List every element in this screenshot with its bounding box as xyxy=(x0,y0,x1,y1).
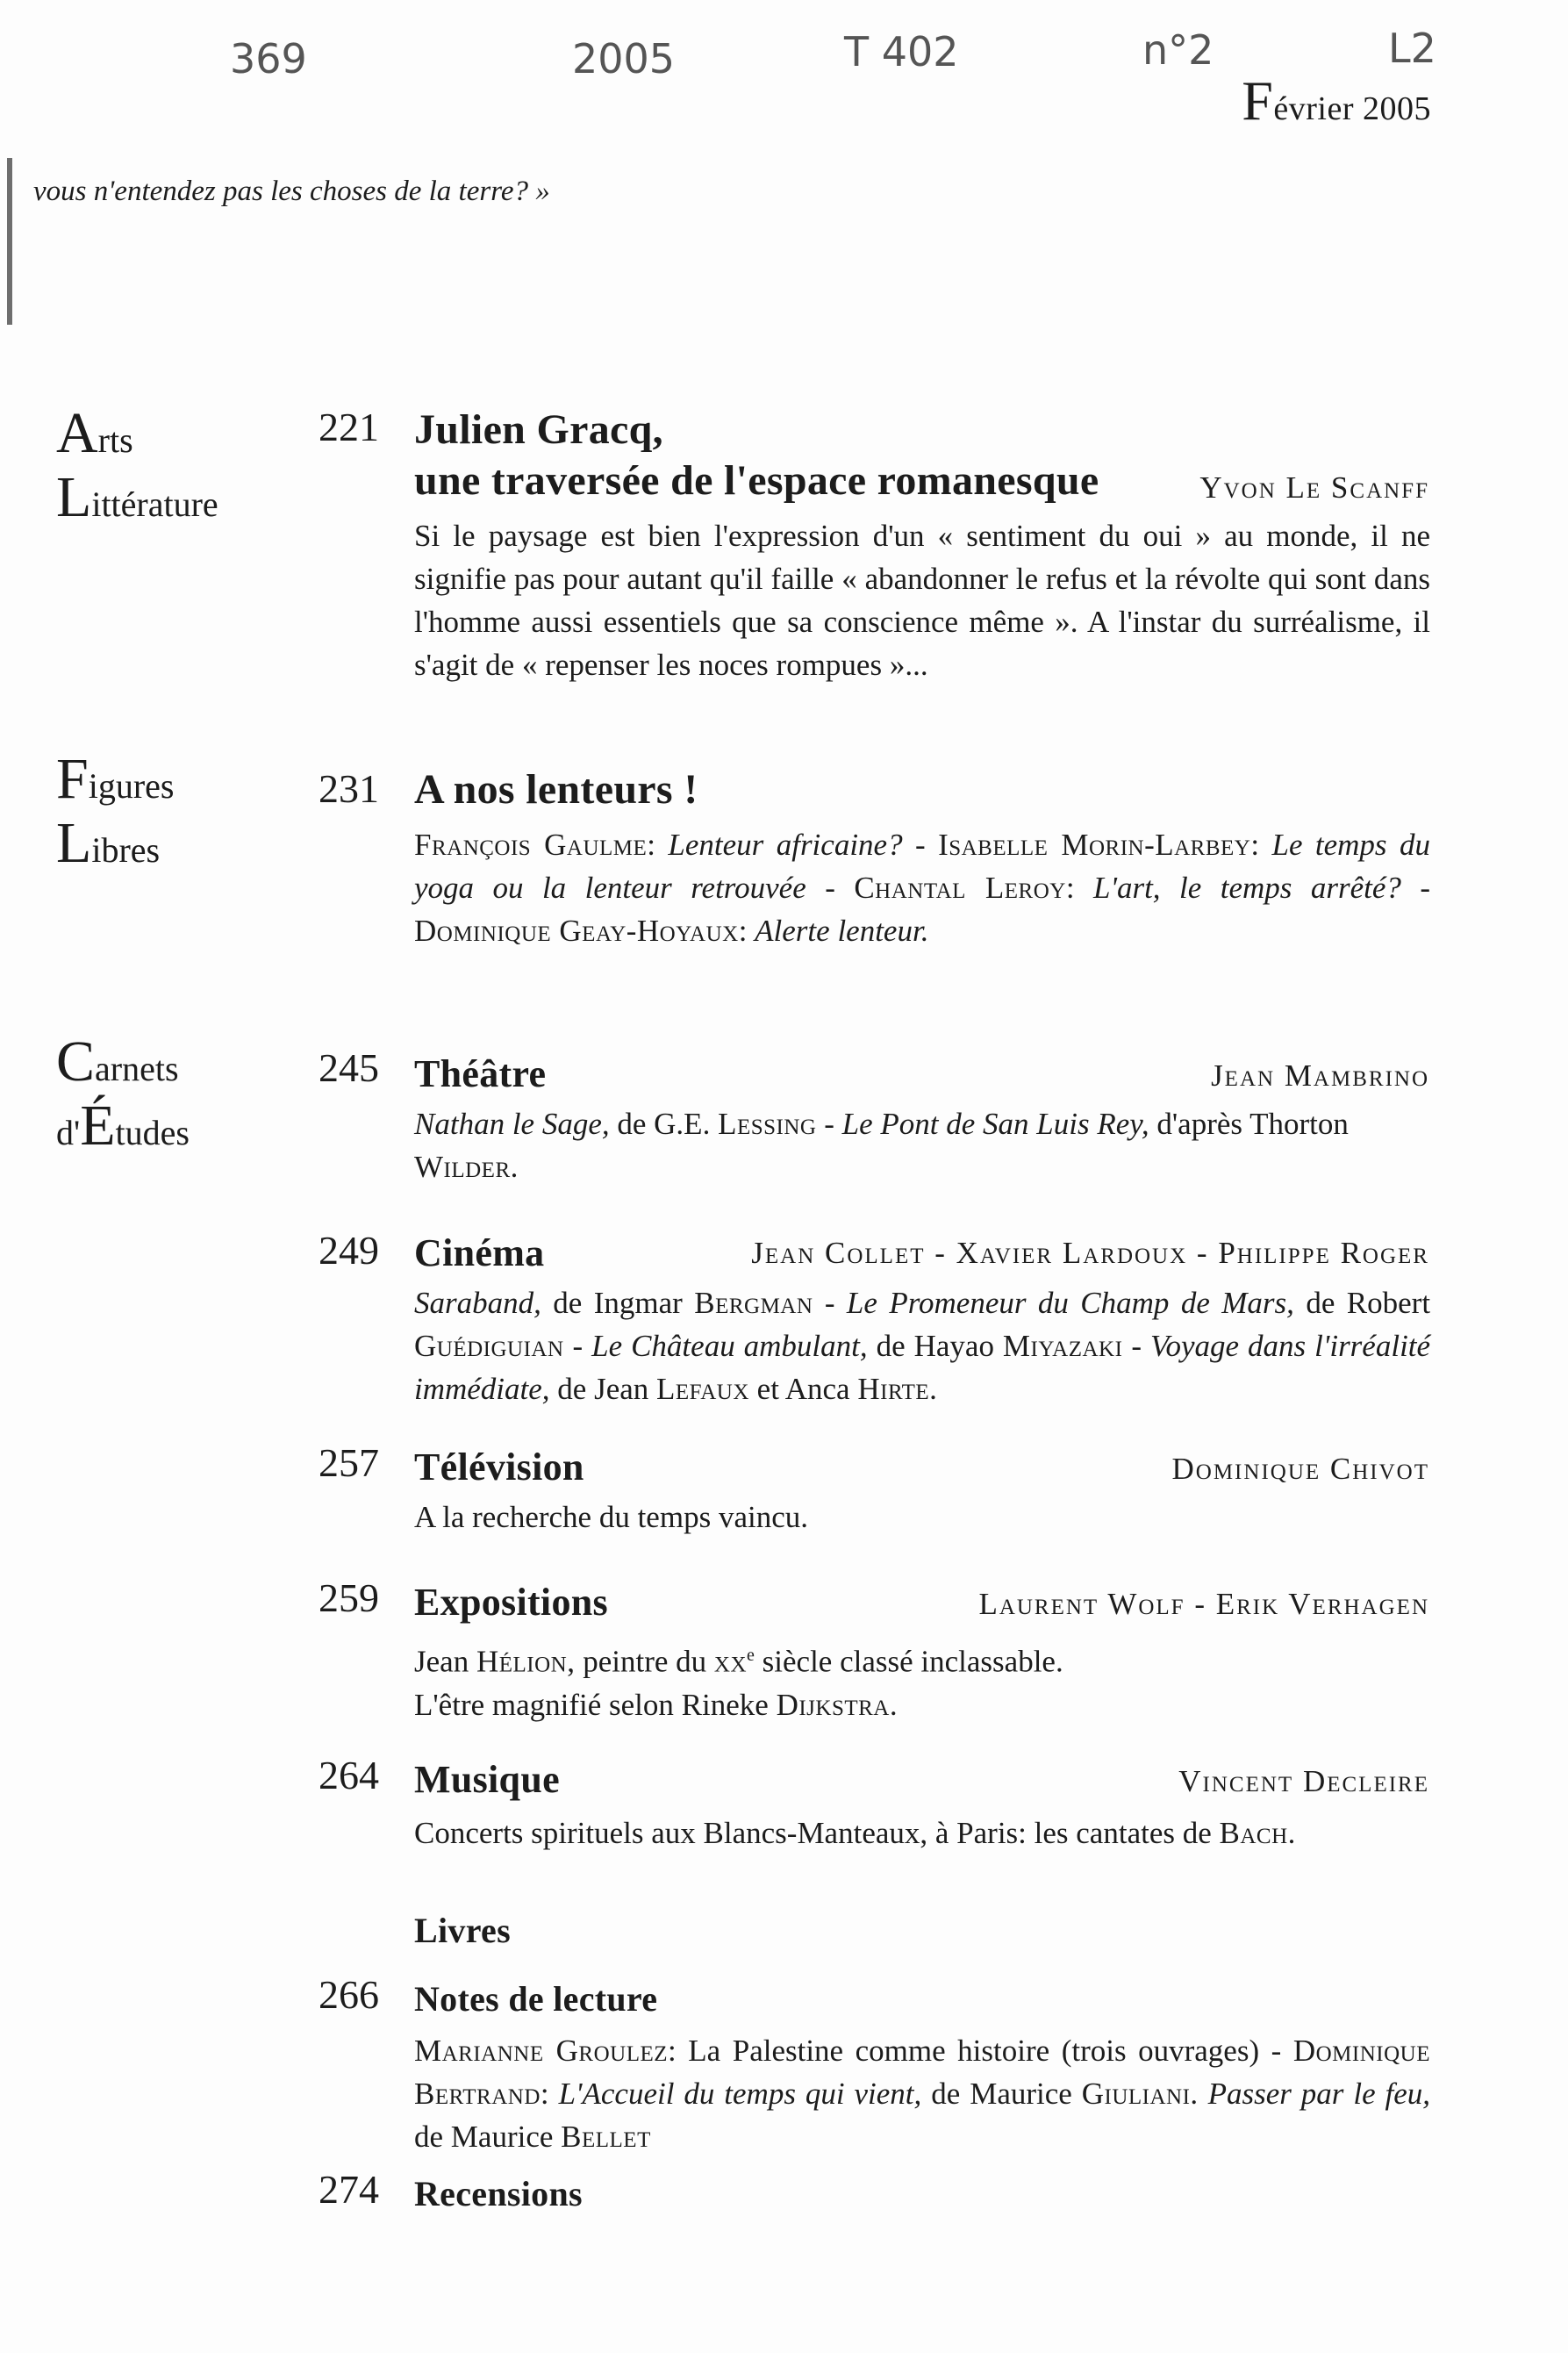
section-carnets-etudes: Carnets d'Études xyxy=(56,1029,190,1158)
rubric-title-cinema: Cinéma xyxy=(414,1231,545,1274)
page-number-266: 266 xyxy=(319,1972,379,2017)
handwritten-shelf: L2 xyxy=(1388,25,1436,72)
article-title-lenteurs: A nos lenteurs ! xyxy=(414,766,698,813)
page-number-249: 249 xyxy=(319,1228,379,1273)
rubric-title-musique: Musique xyxy=(414,1758,560,1801)
rubric-title-expositions: Expositions xyxy=(414,1581,608,1624)
page-number-221: 221 xyxy=(319,405,379,449)
summary-musique: Concerts spirituels aux Blancs-Manteaux, à Paris: les cantates de Bach. xyxy=(414,1816,1296,1850)
author-expositions: Laurent Wolf - Erik Verhagen xyxy=(978,1587,1429,1621)
handwritten-number: 369 xyxy=(230,35,307,82)
summary-expositions: Jean Hélion, peintre du $xx^e$ siècle classé inclassable. L'être magnifié selon Rineke Dijkstra. xyxy=(414,1644,1063,1722)
rubric-title-livres: Livres xyxy=(414,1911,511,1950)
page-number-231: 231 xyxy=(319,766,379,811)
rubric-title-television: Télévision xyxy=(414,1446,584,1489)
page-number-245: 245 xyxy=(319,1045,379,1090)
author-television: Dominique Chivot xyxy=(1171,1452,1429,1486)
page-number-264: 264 xyxy=(319,1753,379,1797)
author-theatre: Jean Mambrino xyxy=(1211,1058,1429,1093)
section-arts-litterature: Arts Littérature xyxy=(56,401,218,529)
binding-shadow xyxy=(7,158,12,325)
author-musique: Vincent Decleire xyxy=(1178,1764,1429,1798)
handwritten-volume: T 402 xyxy=(844,28,959,75)
author-gracq: Yvon Le Scanff xyxy=(1199,470,1429,505)
issue-date: Février 2005 xyxy=(1242,69,1431,132)
summary-gracq: Si le paysage est bien l'expression d'un « sentiment du oui » au monde, il ne signifie pas pour autant qu'il faille « abandonner le refus et la révolte qui sont dans l'homme aussi essentiels que sa conscience même ». A l'instar du surréalisme, il s'agit de « repenser les noces rompues »... xyxy=(414,519,1430,682)
handwritten-issue: n°2 xyxy=(1142,26,1214,74)
page-number-257: 257 xyxy=(319,1440,379,1485)
author-cinema: Jean Collet - Xavier Lardoux - Philippe Roger xyxy=(751,1236,1429,1270)
article-title-gracq: Julien Gracq, xyxy=(414,406,663,453)
handwritten-year: 2005 xyxy=(572,35,676,82)
rubric-title-recensions: Recensions xyxy=(414,2174,583,2213)
page-number-259: 259 xyxy=(319,1575,379,1620)
rubric-title-theatre: Théâtre xyxy=(414,1052,547,1095)
page-number-274: 274 xyxy=(319,2167,379,2212)
summary-notes: Marianne Groulez: La Palestine comme histoire (trois ouvrages) - Dominique Bertrand: L'Accueil du temps qui vient, de Maurice Giuliani. Passer par le feu, de Maurice Bellet xyxy=(414,2034,1431,2154)
summary-cinema: Saraband, de Ingmar Bergman - Le Promeneur du Champ de Mars, de Robert Guédiguian - Le Château ambulant, de Hayao Miyazaki - Voyage dans l'irréalité immédiate, de Jean Lefaux et Anca Hirte. xyxy=(414,1286,1431,1406)
article-subtitle-gracq: une traversée de l'espace romanesque xyxy=(414,457,1099,504)
epigraph: vous n'entendez pas les choses de la terre? » xyxy=(33,176,550,207)
contributors-lenteurs: François Gaulme: Lenteur africaine? - Isabelle Morin-Larbey: Le temps du yoga ou la lenteur retrouvée - Chantal Leroy: L'art, le temps arrêté? - Dominique Geay-Hoyaux: Alerte lenteur. xyxy=(414,828,1431,948)
summary-theatre: Nathan le Sage, de G.E. Lessing - Le Pont de San Luis Rey, d'après Thorton Wilder. xyxy=(414,1107,1349,1184)
summary-television: A la recherche du temps vaincu. xyxy=(414,1500,808,1534)
section-figures-libres: Figures Libres xyxy=(56,747,175,875)
rubric-title-notes: Notes de lecture xyxy=(414,1979,658,2019)
